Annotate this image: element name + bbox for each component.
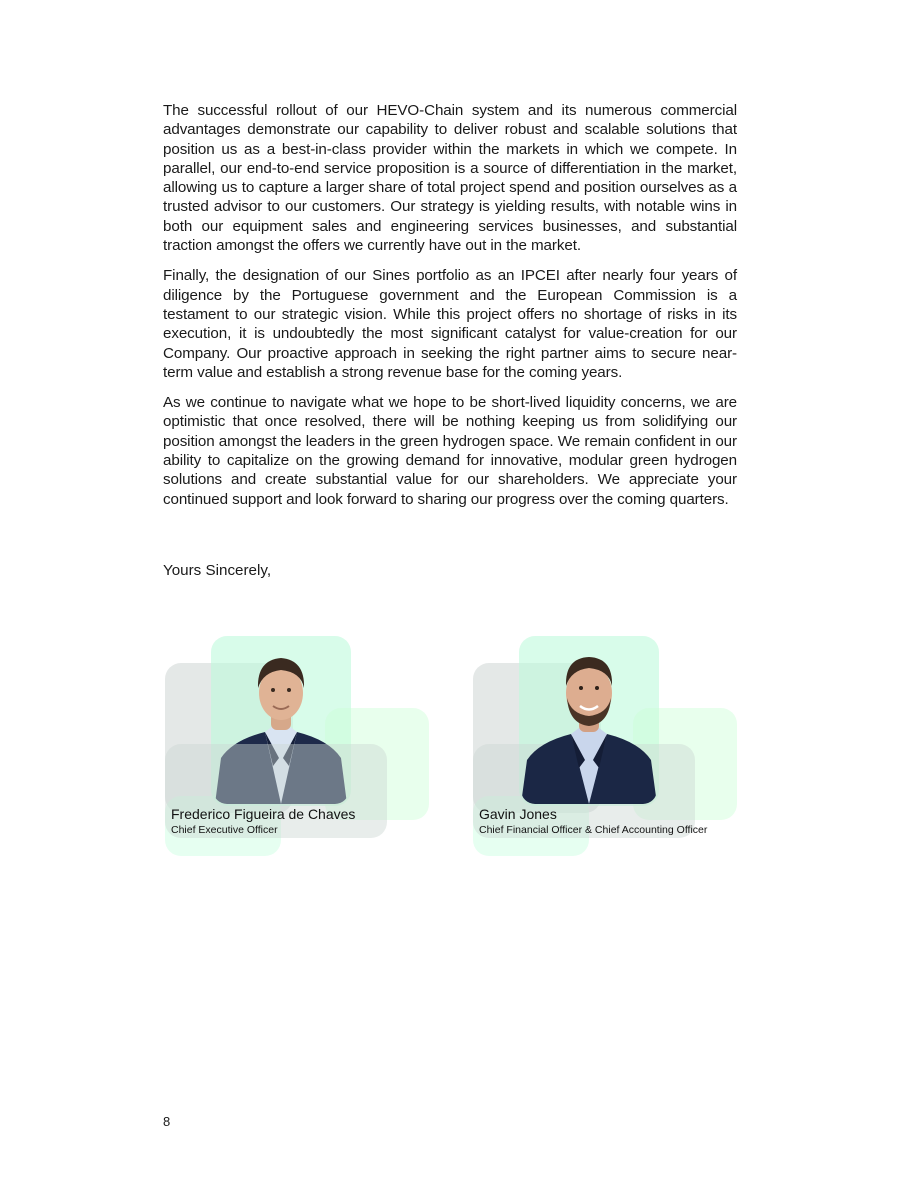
signatory-title: Chief Financial Officer & Chief Accounting Officer (479, 824, 708, 836)
signatory-name: Frederico Figueira de Chaves (171, 806, 356, 822)
signatory-title: Chief Executive Officer (171, 824, 278, 836)
paragraph: Finally, the designation of our Sines portfolio as an IPCEI after nearly four years of diligence by the Portuguese government and the European Commission is a testament to our strategic vision. While this project offers no shortage of risks in its execution, it is undoubtedly the most significant catalyst for value-creation for our Company. Our proactive approach in seeking the right partner aims to secure near-term value and establish a strong revenue base for the coming years. (163, 267, 737, 381)
closing-salutation: Yours Sincerely, (163, 562, 272, 579)
paragraph: As we continue to navigate what we hope to be short-lived liquidity concerns, we are optimistic that once resolved, there will be nothing keeping us from solidifying our position amongst the leaders in the green hydrogen space. We remain confident in our ability to capitalize on the growing demand for innovative, modular green hydrogen solutions and create substantial value for our shareholders. We appreciate your continued support and look forward to sharing our progress over the coming quarters. (163, 394, 737, 508)
signatory-ceo (165, 636, 445, 866)
cfo-portrait (521, 648, 657, 804)
signatory-cfo (473, 636, 753, 866)
paragraph: The successful rollout of our HEVO-Chain system and its numerous commercial advantages demonstrate our capability to deliver robust and scalable solutions that position us as a best-in-class provider within the markets in which we compete. In parallel, our end-to-end service proposition is a source of differentiation in the market, allowing us to capture a larger share of total project spend and position ourselves as a trusted advisor to our customers. Our strategy is yielding results, with notable wins in both our equipment sales and engineering services businesses, and substantial traction amongst the offers we currently have out in the market. (163, 102, 737, 255)
letter-body (163, 101, 737, 520)
signatory-name: Gavin Jones (479, 806, 557, 822)
page-number: 8 (163, 1114, 171, 1129)
